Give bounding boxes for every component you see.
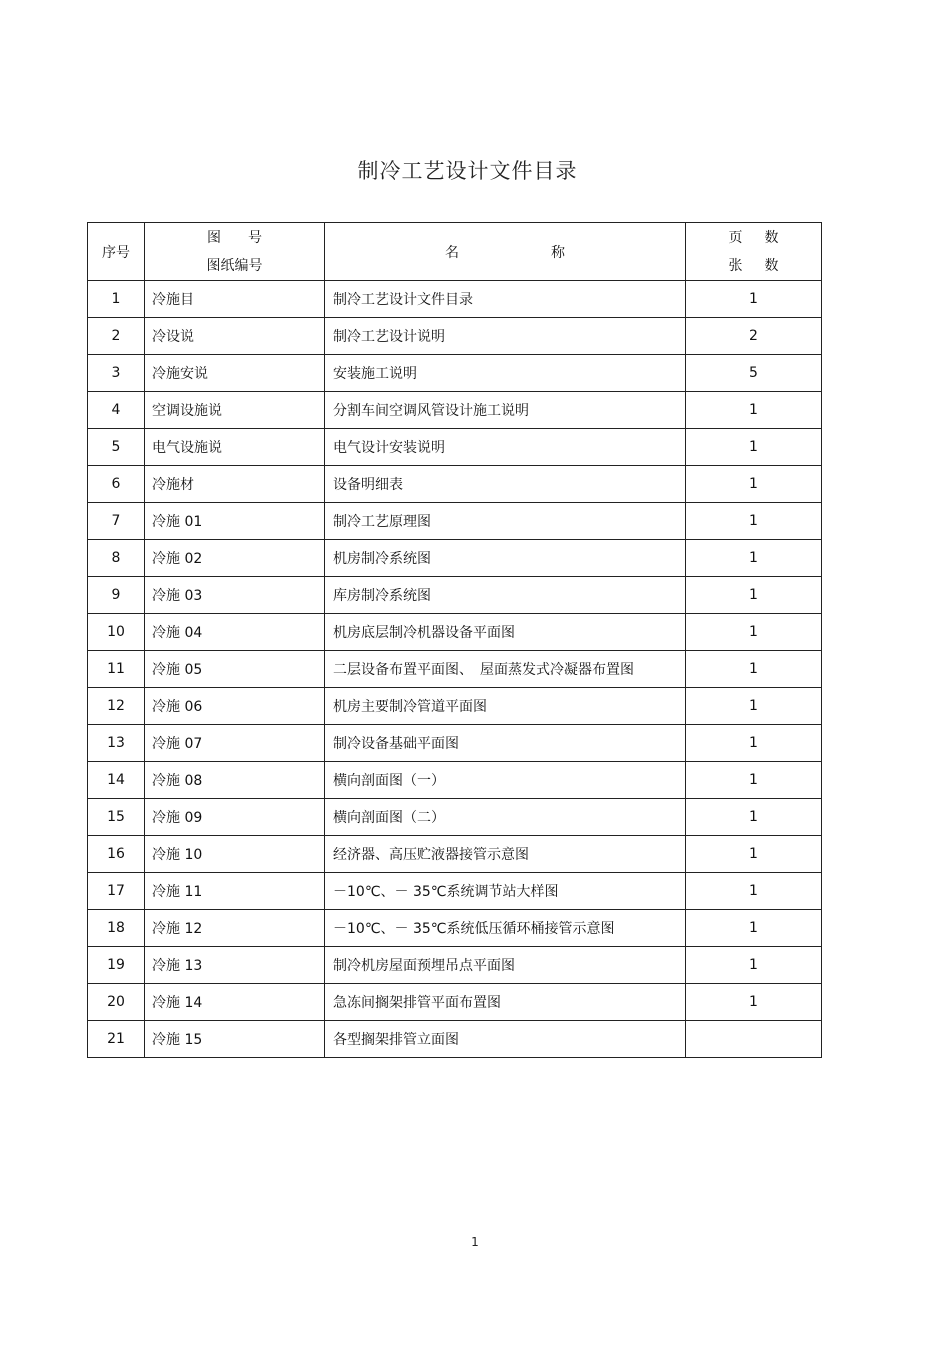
page-number: 1 [471,1235,479,1249]
row-seq: 17 [88,873,145,910]
row-code: 冷施 14 [145,984,325,1021]
row-code: 冷施 05 [145,651,325,688]
row-count: 1 [686,651,822,688]
header-code-top-left: 图 [207,229,221,246]
row-name: 制冷工艺设计文件目录 [325,281,686,318]
header-count-bottom-right: 数 [764,257,779,274]
row-count: 1 [686,540,822,577]
table-row [88,762,822,799]
table-row [88,1021,822,1058]
header-code-bottom: 图纸编号 [206,257,263,274]
row-count: 1 [686,466,822,503]
row-name: 电气设计安装说明 [325,429,686,466]
table-row [88,910,822,947]
header-name [325,223,686,281]
row-count: 5 [686,355,822,392]
row-count [686,1021,822,1058]
row-name: －10℃、－ 35℃系统调节站大样图 [325,873,686,910]
row-code: 电气设施说 [145,429,325,466]
row-count: 1 [686,281,822,318]
row-seq: 20 [88,984,145,1021]
row-code: 冷施 03 [145,577,325,614]
row-code: 冷施 08 [145,762,325,799]
row-name: 机房主要制冷管道平面图 [325,688,686,725]
table-row [88,688,822,725]
table-row [88,318,822,355]
row-name: 安装施工说明 [325,355,686,392]
row-seq: 7 [88,503,145,540]
table-row [88,614,822,651]
header-name-left: 名 [445,244,459,261]
row-count: 1 [686,577,822,614]
table-row [88,836,822,873]
row-name: 制冷机房屋面预埋吊点平面图 [325,947,686,984]
row-seq: 3 [88,355,145,392]
table-row [88,392,822,429]
row-code: 冷施 15 [145,1021,325,1058]
table-row [88,577,822,614]
row-count: 1 [686,947,822,984]
table-row [88,984,822,1021]
row-count: 1 [686,984,822,1021]
table-row [88,725,822,762]
row-seq: 15 [88,799,145,836]
table-row [88,873,822,910]
header-drawing-number [145,223,325,281]
table-row [88,466,822,503]
row-count: 1 [686,503,822,540]
table-row [88,355,822,392]
row-name: 制冷工艺设计说明 [325,318,686,355]
row-seq: 6 [88,466,145,503]
row-seq: 9 [88,577,145,614]
row-name: 分割车间空调风管设计施工说明 [325,392,686,429]
table-row [88,651,822,688]
row-code: 冷施材 [145,466,325,503]
row-seq: 12 [88,688,145,725]
row-code: 空调设施说 [145,392,325,429]
table-row [88,799,822,836]
row-code: 冷施 11 [145,873,325,910]
row-seq: 4 [88,392,145,429]
row-code: 冷施目 [145,281,325,318]
table-body [88,281,822,1058]
header-row [88,223,822,281]
header-code-top-right: 号 [248,229,262,246]
row-count: 1 [686,836,822,873]
table-row [88,281,822,318]
row-name: －10℃、－ 35℃系统低压循环桶接管示意图 [325,910,686,947]
header-seq: 序号 [88,223,145,281]
row-count: 1 [686,614,822,651]
row-count: 1 [686,725,822,762]
row-name: 经济器、高压贮液器接管示意图 [325,836,686,873]
row-name: 横向剖面图（二） [325,799,686,836]
document-title: 制冷工艺设计文件目录 [357,159,578,183]
header-count-top-right: 数 [764,229,779,246]
row-seq: 14 [88,762,145,799]
row-seq: 13 [88,725,145,762]
table-header [88,223,822,281]
header-count-bottom-left: 张 [728,257,743,274]
row-count: 2 [686,318,822,355]
row-name: 二层设备布置平面图、 屋面蒸发式冷凝器布置图 [325,651,686,688]
row-code: 冷施 13 [145,947,325,984]
row-name: 制冷设备基础平面图 [325,725,686,762]
row-code: 冷施 04 [145,614,325,651]
row-count: 1 [686,910,822,947]
row-count: 1 [686,873,822,910]
table-row [88,503,822,540]
row-count: 1 [686,429,822,466]
table-row [88,429,822,466]
row-seq: 1 [88,281,145,318]
row-seq: 21 [88,1021,145,1058]
row-count: 1 [686,392,822,429]
row-code: 冷施 07 [145,725,325,762]
row-code: 冷施 09 [145,799,325,836]
row-code: 冷施 12 [145,910,325,947]
drawing-catalog-table [87,222,822,1058]
header-name-right: 称 [551,244,565,261]
row-seq: 16 [88,836,145,873]
header-page-count [686,223,822,281]
row-count: 1 [686,688,822,725]
row-seq: 8 [88,540,145,577]
row-code: 冷施 01 [145,503,325,540]
row-code: 冷施 02 [145,540,325,577]
row-name: 急冻间搁架排管平面布置图 [325,984,686,1021]
row-seq: 5 [88,429,145,466]
row-name: 设备明细表 [325,466,686,503]
table-row [88,540,822,577]
row-seq: 11 [88,651,145,688]
row-seq: 2 [88,318,145,355]
table-row [88,947,822,984]
row-name: 库房制冷系统图 [325,577,686,614]
row-name: 机房制冷系统图 [325,540,686,577]
row-seq: 19 [88,947,145,984]
row-seq: 18 [88,910,145,947]
row-name: 制冷工艺原理图 [325,503,686,540]
row-code: 冷设说 [145,318,325,355]
row-name: 各型搁架排管立面图 [325,1021,686,1058]
row-count: 1 [686,762,822,799]
row-code: 冷施 06 [145,688,325,725]
row-seq: 10 [88,614,145,651]
row-code: 冷施安说 [145,355,325,392]
row-name: 横向剖面图（一） [325,762,686,799]
row-count: 1 [686,799,822,836]
row-name: 机房底层制冷机器设备平面图 [325,614,686,651]
row-code: 冷施 10 [145,836,325,873]
header-count-top-left: 页 [728,229,743,246]
